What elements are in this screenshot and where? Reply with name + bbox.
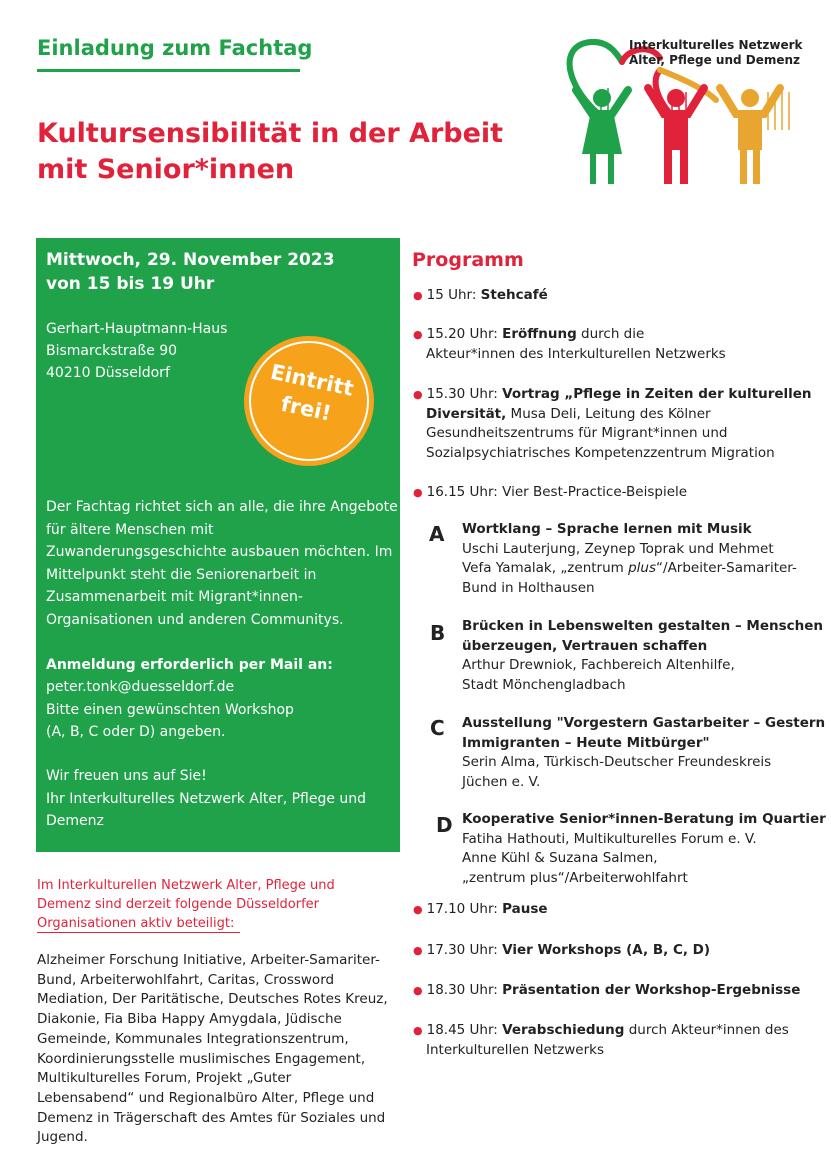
registration-details [46,676,294,744]
workshop-letter-a: A [429,522,445,546]
members-line: Gemeinde, Kommunales Integrationszentrum, [37,1030,349,1047]
event-description: Der Fachtag richtet sich an alle, die ihre Angebote für ältere Menschen mit Zuwanderungsgeschichte ausbauen möchten. Im Mittelpunkt steht die Seniorenarbeit in Zusammenarbeit mit Migrant*innen-Organisationen und anderen Communitys. [46,499,398,628]
address-line-3: 40210 Düsseldorf [46,365,170,381]
program-item-best-practice: ● 16.15 Uhr: Vier Best-Practice-Beispiele [413,484,688,500]
workshop-letter-d: D [436,813,453,837]
program-item-eroeffnung: ● 15.20 Uhr: Eröffnung durch die Akteur*innen des Interkulturellen Netzwerks [413,326,726,362]
members-heading-line-3: Organisationen aktiv beteiligt: [37,916,235,931]
logo-line-2: Alter, Pflege und Demenz [629,53,801,67]
bullet-icon: ● [413,1024,423,1037]
program-heading: Programm [412,249,524,271]
registration-email[interactable]: peter.tonk@duesseldorf.de [46,679,235,695]
workshop-a: Wortklang – Sprache lernen mit Musik Uschi Lauterjung, Zeynep Toprak und Mehmet Vefa Yamalak, „zentrum plus“/Arbeiter-Samariter- Bund in Holthausen [462,521,797,596]
eyebrow-heading: Einladung zum Fachtag [37,36,313,60]
address-line-2: Bismarckstraße 90 [46,343,178,359]
closing-greeting [46,765,366,833]
bullet-icon: ● [413,289,423,302]
bullet-icon: ● [413,486,423,499]
program-item-stehcafe: ● 15 Uhr: Stehcafé [413,287,548,303]
workshop-letter-b: B [430,621,446,645]
workshop-d: Kooperative Senior*innen-Beratung im Quartier Fatiha Hathouti, Multikulturelles Forum e. V. Anne Kühl & Suzana Salmen, „zentrum plus“/Arbeiterwohlfahrt [462,811,826,886]
bullet-icon: ● [413,388,423,401]
event-address [46,318,227,384]
program-item-vortrag: ● 15.30 Uhr: Vortrag „Pflege in Zeiten der kulturellen Diversität, Musa Deli, Leitung des Kölner Gesundheitszentrums für Migrant*innen und Sozialpsychiatrisches Kompetenzzentrum Migration [413,386,812,461]
badge-line-1: Eintritt [268,359,356,401]
free-entry-badge [244,336,374,466]
address-line-1: Gerhart-Hauptmann-Haus [46,321,228,337]
members-line: Bund, Arbeiterwohlfahrt, Caritas, Crossword [37,971,335,988]
title-line-1: Kultursensibilität in der Arbeit [37,118,504,149]
members-heading-underline [37,932,240,933]
members-line: Demenz in Trägerschaft des Amtes für Soziales und [37,1109,386,1126]
logo-line-1: Interkulturelles Netzwerk [629,38,803,52]
bullet-icon: ● [413,903,423,916]
program-item-verabschiedung: ● 18.45 Uhr: Verabschiedung durch Akteur*innen des Interkulturellen Netzwerks [413,1022,789,1058]
event-info-box [36,238,400,852]
members-line: Lebensabend“ und Regionalbüro Alter, Pflege und [37,1089,375,1106]
thanks-line-2: Ihr Interkulturelles Netzwerk Alter, Pflege und [46,790,367,807]
event-date [46,248,335,296]
members-heading-line-2: Demenz sind derzeit folgende Düsseldorfer [37,897,320,912]
badge-line-2: frei! [278,391,334,426]
members-heading [37,876,335,933]
thanks-line-1: Wir freuen uns auf Sie! [46,768,207,784]
workshop-letter-c: C [430,716,445,740]
members-list [37,951,388,1148]
bullet-icon: ● [413,328,423,341]
logo-text [629,38,802,68]
registration-note-2: (A, B, C oder D) angeben. [46,724,226,740]
members-line: Alzheimer Forschung Initiative, Arbeiter-Samariter- [37,952,380,968]
members-line: Jugend. [37,1129,88,1146]
members-line: Mediation, Der Paritätische, Deutsches Rotes Kreuz, [37,991,388,1008]
program-item-pause: ● 17.10 Uhr: Pause [413,901,548,917]
members-line: Multikulturelles Forum, Projekt „Guter [37,1070,292,1087]
date-line-1: Mittwoch, 29. November 2023 [46,250,335,270]
bullet-icon: ● [413,944,423,957]
date-line-2: von 15 bis 19 Uhr [46,274,215,294]
thanks-line-3: Demenz [46,813,104,829]
members-line: Koordinierungsstelle muslimisches Engagement, [37,1050,366,1067]
page-title [37,116,503,188]
program-item-workshops: ● 17.30 Uhr: Vier Workshops (A, B, C, D) [413,942,711,958]
members-heading-line-1: Im Interkulturellen Netzwerk Alter, Pflege und [37,878,335,893]
bullet-icon: ● [413,984,423,997]
registration-heading: Anmeldung erforderlich per Mail an: [46,657,333,673]
registration-note-1: Bitte einen gewünschten Workshop [46,701,294,718]
workshop-b: Brücken in Lebenswelten gestalten – Menschen überzeugen, Vertrauen schaffen Arthur Drewniok, Fachbereich Altenhilfe, Stadt Mönchengladbach [462,618,824,693]
workshop-c: Ausstellung "Vorgestern Gastarbeiter – Gestern Immigranten – Heute Mitbürger" Serin Alma, Türkisch-Deutscher Freundeskreis Jüchen e. V. [462,715,826,790]
members-line: Diakonie, Fia Biba Happy Amygdala, Jüdische [37,1011,342,1028]
title-line-2: mit Senior*innen [37,154,295,185]
program-item-praesentation: ● 18.30 Uhr: Präsentation der Workshop-Ergebnisse [413,982,801,998]
eyebrow-underline [37,69,300,72]
